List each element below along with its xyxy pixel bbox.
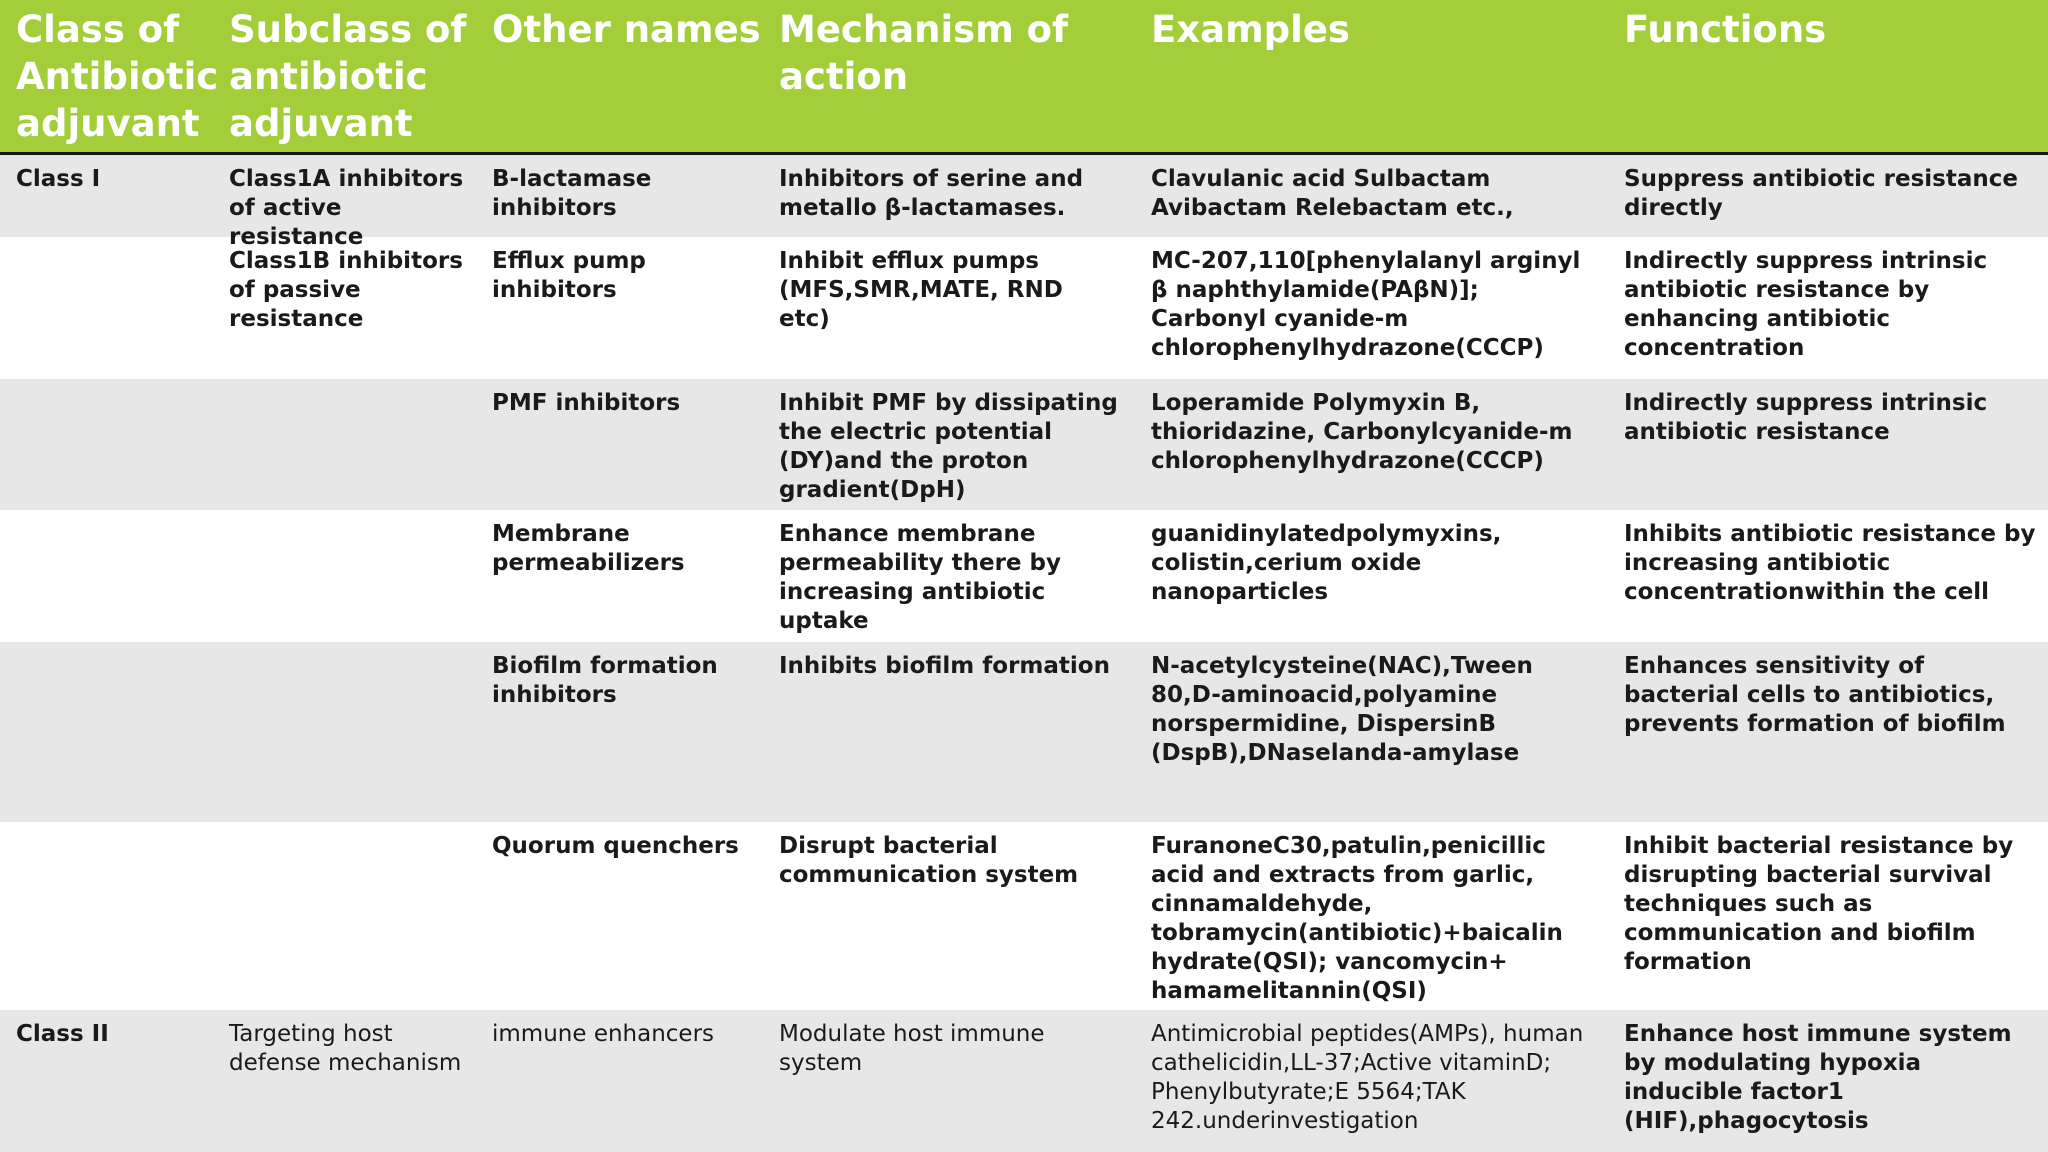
cell-examples: guanidinylatedpolymyxins, colistin,cerium oxide nanoparticles [1151,521,1502,605]
cell-examples: Clavulanic acid Sulbactam Avibactam Relebactam etc., [1151,166,1514,221]
cell-functions: Inhibits antibiotic resistance by increasing antibiotic concentrationwithin the cell [1624,521,2036,605]
table-row [0,1010,2048,1152]
table-row [0,155,2048,250]
table-row [0,237,2048,379]
cell-subclass: Targeting host defense mechanism [229,1021,462,1076]
cell-mechanism: Disrupt bacterial communication system [779,833,1079,888]
cell-other-names: Quorum quenchers [492,833,739,859]
cell-mechanism: Inhibit efflux pumps (MFS,SMR,MATE, RND etc) [779,248,1063,332]
cell-functions: Enhance host immune system by modulating hypoxia inducible factor1 (HIF),phagocytosis [1624,1021,2012,1134]
cell-mechanism: Inhibits biofilm formation [779,653,1110,679]
cell-examples: Antimicrobial peptides(AMPs), human cathelicidin,LL-37;Active vitaminD; Phenylbutyrate;E 5564;TAK 242.underinvestigation [1151,1021,1584,1134]
cell-examples: FuranoneC30,patulin,penicillic acid and extracts from garlic, cinnamaldehyde, tobramycin(antibiotic)+baicalin hydrate(QSI); vancomycin+ hamamelitannin(QSI) [1151,833,1563,1004]
cell-mechanism: Enhance membrane permeability there by increasing antibiotic uptake [779,521,1061,634]
cell-examples: N-acetylcysteine(NAC),Tween 80,D-aminoacid,polyamine norspermidine, DispersinB (DspB),DNaselanda-amylase [1151,653,1533,766]
header-examples: Examples [1151,8,1350,51]
cell-other-names: Membrane permeabilizers [492,521,685,576]
cell-other-names: PMF inhibitors [492,390,681,416]
table-header [0,0,2048,155]
table-row [0,379,2048,510]
cell-mechanism: Inhibitors of serine and metallo β-lactamases. [779,166,1084,221]
cell-other-names: B-lactamase inhibitors [492,166,652,221]
header-functions: Functions [1624,8,1827,51]
cell-mechanism: Modulate host immune system [779,1021,1045,1076]
cell-other-names: Biofilm formation inhibitors [492,653,718,708]
cell-functions: Indirectly suppress intrinsic antibiotic resistance by enhancing antibiotic concentration [1624,248,1988,361]
cell-functions: Inhibit bacterial resistance by disrupting bacterial survival techniques such as communication and biofilm formation [1624,833,2014,975]
header-subclass: Subclass of antibiotic adjuvant [229,8,467,145]
cell-mechanism: Inhibit PMF by dissipating the electric potential (DY)and the proton gradient(DpH) [779,390,1118,503]
cell-functions: Indirectly suppress intrinsic antibiotic resistance [1624,390,1988,445]
cell-subclass: Class1A inhibitors of active resistance [229,166,464,250]
table-row [0,642,2048,822]
header-class: Class of Antibiotic adjuvant [16,8,219,145]
cell-other-names: Efflux pump inhibitors [492,248,646,303]
cell-subclass: Class1B inhibitors of passive resistance [229,248,463,332]
cell-examples: Loperamide Polymyxin B, thioridazine, Carbonylcyanide-m chlorophenylhydrazone(CCCP) [1151,390,1573,474]
table-row [0,822,2048,1010]
cell-functions: Enhances sensitivity of bacterial cells to antibiotics, prevents formation of biofilm [1624,653,2006,737]
cell-class: Class I [16,166,101,192]
table-row [0,510,2048,642]
cell-examples: MC-207,110[phenylalanyl arginyl β naphthylamide(PAβN)]; Carbonyl cyanide-m chlorophenylhydrazone(CCCP) [1151,248,1581,361]
cell-class: Class II [16,1021,109,1047]
header-other-names: Other names [492,8,761,51]
header-mechanism: Mechanism of action [779,8,1069,98]
cell-other-names: immune enhancers [492,1021,715,1047]
cell-functions: Suppress antibiotic resistance directly [1624,166,2018,221]
